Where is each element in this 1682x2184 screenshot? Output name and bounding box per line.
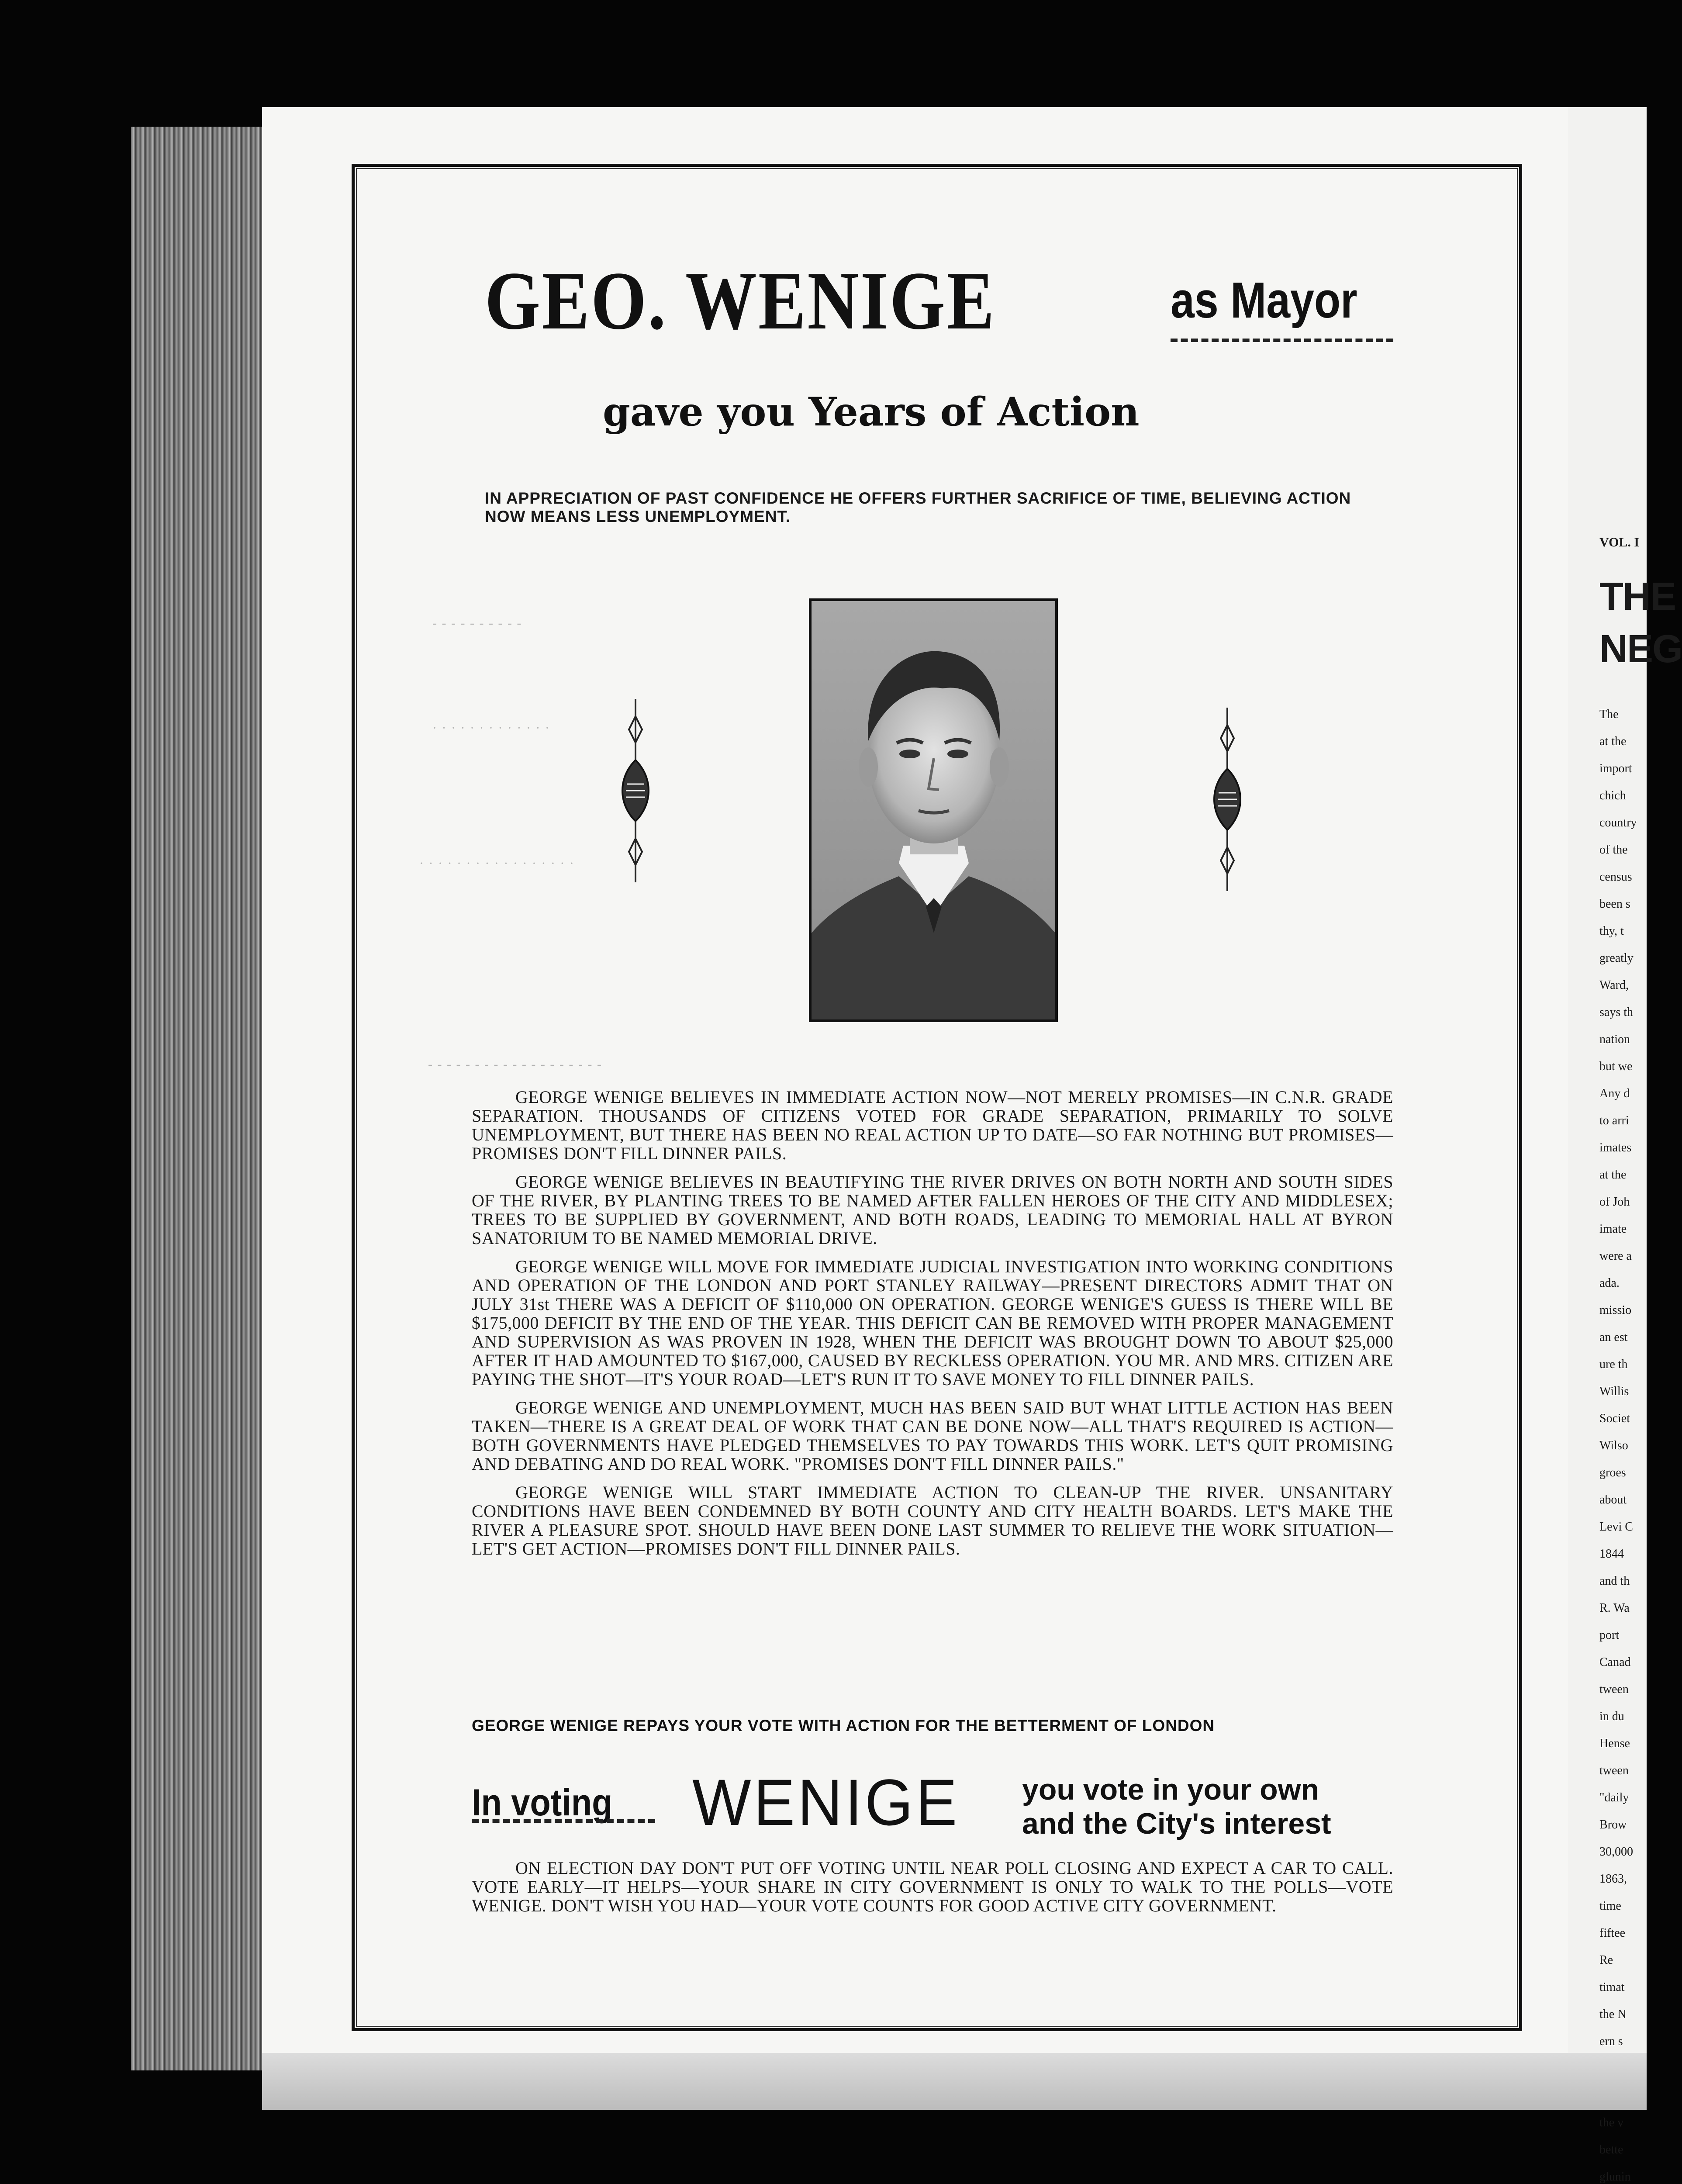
facing-page-line: an est: [1599, 1330, 1628, 1344]
facing-page-line: thy, t: [1599, 924, 1624, 938]
facing-page-line: says th: [1599, 1006, 1633, 1019]
facing-page-line: chich: [1599, 789, 1626, 802]
repays-statement: GEORGE WENIGE REPAYS YOUR VOTE WITH ACTION FOR THE BETTERMENT OF LONDON: [472, 1717, 1215, 1735]
facing-page-line: port: [1599, 1628, 1620, 1642]
facing-page-line: the v: [1599, 2116, 1624, 2129]
paragraph-river-drives: GEORGE WENIGE BELIEVES IN BEAUTIFYING THE RIVER DRIVES ON BOTH NORTH AND SOUTH SIDES OF THE RIVER, BY PLANTING TREES TO BE NAMED AFTER FALLEN HEROES OF THE CITY AND MIDDLESEX; TREES TO BE SUPPLIED BY GOVERNMENT, AND BOTH ROADS, LEADING TO MEMORIAL HALL AT BYRON SANATORIUM TO BE NAMED MEMORIAL DRIVE.: [472, 1172, 1393, 1248]
facing-page: [1568, 107, 1682, 2184]
voting-name: WENIGE: [692, 1766, 960, 1839]
facing-page-line: been s: [1599, 897, 1630, 911]
facing-page-line: Societ: [1599, 1412, 1630, 1425]
facing-page-line: glunin: [1599, 2170, 1631, 2184]
facing-page-line: missio: [1599, 1303, 1632, 1317]
facing-page-line: 1844: [1599, 1547, 1624, 1561]
facing-page-line: Levi C: [1599, 1520, 1633, 1534]
facing-page-line: were a: [1599, 1249, 1632, 1263]
facing-page-line: at the: [1599, 1168, 1627, 1182]
book-page-edges: [131, 127, 271, 2070]
facing-page-line: bette: [1599, 2143, 1623, 2156]
facing-page-line: Hense: [1599, 1737, 1630, 1750]
facing-page-line: greatly: [1599, 951, 1634, 965]
election-day-notice: ON ELECTION DAY DON'T PUT OFF VOTING UNTIL NEAR POLL CLOSING AND EXPECT A CAR TO CALL. VOTE EARLY—IT HELPS—YOUR SHARE IN CITY GOVERNMENT IS ONLY TO WALK TO THE POLLS—VOTE WENIGE. DON'T WISH YOU HAD—YOUR VOTE COUNTS FOR GOOD ACTIVE CITY GOVERNMENT.: [472, 1858, 1393, 1915]
paragraph-railway-investigation: GEORGE WENIGE WILL MOVE FOR IMMEDIATE JUDICIAL INVESTIGATION INTO WORKING CONDITIONS AND OPERATION OF THE LONDON AND PORT STANLEY RAILWAY—PRESENT DIRECTORS ADMIT THAT ON JULY 31st THERE WAS A DEFICIT OF $110,000 ON OPERATION. GEORGE WENIGE'S GUESS IS THERE WILL BE $175,000 DEFICIT BY THE END OF THE YEAR. THIS DEFICIT CAN BE REMOVED WITH PROPER MANAGEMENT AND SUPERVISION AS WAS PROVEN IN 1928, WHEN THE DEFICIT WAS BROUGHT DOWN TO ABOUT $25,000 AFTER IT HAD AMOUNTED TO $167,000, CAUSED BY RECKLESS OPERATION. YOU MR. AND MRS. CITIZEN ARE PAYING THE SHOT—IT'S YOUR ROAD—LET'S RUN IT TO SAVE MONEY TO FILL DINNER PAILS.: [472, 1257, 1393, 1389]
paragraph-unemployment: GEORGE WENIGE AND UNEMPLOYMENT, MUCH HAS BEEN SAID BUT WHAT LITTLE ACTION HAS BEEN TAKEN—THERE IS A GREAT DEAL OF WORK THAT CAN BE DONE NOW—ALL THAT'S REQUIRED IS ACTION—BOTH GOVERNMENTS HAVE PLEDGED THEMSELVES TO PAY TOWARDS THIS WORK. LET'S QUIT PROMISING AND DEBATING AND DO REAL WORK. "PROMISES DON'T FILL DINNER PAILS.": [472, 1398, 1393, 1474]
headline-name: GEO. WENIGE: [485, 255, 996, 347]
facing-page-line: the N: [1599, 2008, 1627, 2021]
in-voting-label: In voting: [472, 1782, 613, 1824]
facing-page-line: Brow: [1599, 1818, 1627, 1832]
voting-tagline: [1022, 1773, 1398, 1841]
facing-page-line: to arri: [1599, 1114, 1629, 1127]
facing-page-headline-1: THE: [1599, 575, 1675, 619]
facing-page-volume: VOL. I: [1599, 535, 1640, 549]
ornament-icon: [1210, 708, 1245, 893]
bleed-through-mark: · · · · · · · · · · · · · · · · ·: [419, 856, 575, 871]
facing-page-line: at the: [1599, 735, 1627, 748]
paragraph-grade-separation: GEORGE WENIGE BELIEVES IN IMMEDIATE ACTION NOW—NOT MERELY PROMISES—IN C.N.R. GRADE SEPARATION. THOUSANDS OF CITIZENS VOTED FOR GRADE SEPARATION, PRIMARILY TO SOLVE UNEMPLOYMENT, BUT THERE HAS BEEN NO REAL ACTION UP TO DATE—SO FAR NOTHING BUT PROMISES—PROMISES DON'T FILL DINNER PAILS.: [472, 1087, 1393, 1163]
facing-page-line: and th: [1599, 1574, 1630, 1588]
facing-page-line: 1863,: [1599, 1872, 1627, 1886]
headline: [485, 253, 1420, 384]
facing-page-line: imate: [1599, 1222, 1627, 1236]
headline-as-mayor: as Mayor: [1171, 272, 1357, 328]
bleed-through-mark: - - - - - - - - - -: [432, 616, 522, 630]
in-voting-underline: [472, 1819, 655, 1823]
facing-page-line: but we: [1599, 1060, 1633, 1073]
facing-page-line: Ward,: [1599, 978, 1629, 992]
facing-page-line: of Joh: [1599, 1195, 1630, 1209]
facing-page-line: Willis: [1599, 1385, 1629, 1398]
portrait-photo: [809, 598, 1058, 1022]
voting-tagline-line-1: you vote in your own: [1022, 1773, 1319, 1806]
facing-page-line: imates: [1599, 1141, 1632, 1154]
facing-page-line: R. Wa: [1599, 1601, 1630, 1615]
as-mayor-underline: [1171, 339, 1393, 342]
facing-page-line: Wilso: [1599, 1439, 1628, 1452]
facing-page-line: timat: [1599, 1980, 1625, 1994]
subhead: gave you Years of Action: [603, 389, 1140, 435]
facing-page-line: The: [1599, 708, 1619, 721]
ornament-icon: [618, 699, 653, 885]
facing-page-headline-2: NEG: [1599, 627, 1682, 671]
facing-page-line: fiftee: [1599, 1926, 1626, 1940]
facing-page-line: import: [1599, 762, 1632, 775]
voting-banner: [472, 1765, 1393, 1852]
facing-page-line: tween: [1599, 1683, 1629, 1696]
facing-page-line: census: [1599, 870, 1632, 884]
facing-page-line: of the: [1599, 843, 1628, 857]
facing-page-line: Re: [1599, 1953, 1613, 1967]
facing-page-line: "daily: [1599, 1791, 1629, 1804]
facing-page-line: country: [1599, 816, 1637, 829]
bleed-through-mark: · · · · · · · · · · · · ·: [432, 721, 550, 735]
facing-page-line: nation: [1599, 1033, 1630, 1046]
facing-page-line: in du: [1599, 1710, 1624, 1723]
paragraph-river-cleanup: GEORGE WENIGE WILL START IMMEDIATE ACTION TO CLEAN-UP THE RIVER. UNSANITARY CONDITIONS HAVE BEEN CONDEMNED BY BOTH COUNTY AND CITY HEALTH BOARDS. LET'S MAKE THE RIVER A PLEASURE SPOT. SHOULD HAVE BEEN DONE LAST SUMMER TO RELIEVE THE WORK SITUATION—LET'S GET ACTION—PROMISES DON'T FILL DINNER PAILS.: [472, 1482, 1393, 1559]
voting-tagline-line-2: and the City's interest: [1022, 1807, 1331, 1840]
appreciation-statement: IN APPRECIATION OF PAST CONFIDENCE HE OFFERS FURTHER SACRIFICE OF TIME, BELIEVING ACTION NOW MEANS LESS UNEMPLOYMENT.: [485, 489, 1351, 525]
body-copy: [472, 1088, 1393, 1568]
facing-page-line: about: [1599, 1493, 1627, 1507]
facing-page-line: groes: [1599, 1466, 1626, 1479]
facing-page-line: tween: [1599, 1764, 1629, 1777]
facing-page-text: [1599, 701, 1647, 2184]
facing-page-line: Canad: [1599, 1655, 1631, 1669]
facing-page-line: ern s: [1599, 2035, 1623, 2048]
page-bottom-edge: [262, 2053, 1647, 2110]
facing-page-line: 30,000: [1599, 1845, 1633, 1859]
facing-page-line: ada.: [1599, 1276, 1620, 1290]
facing-page-line: ure th: [1599, 1358, 1628, 1371]
facing-page-line: Any d: [1599, 1087, 1630, 1100]
bleed-through-mark: - - - - - - - - - - - - - - - - - - -: [428, 1057, 602, 1071]
facing-page-line: time: [1599, 1899, 1621, 1913]
